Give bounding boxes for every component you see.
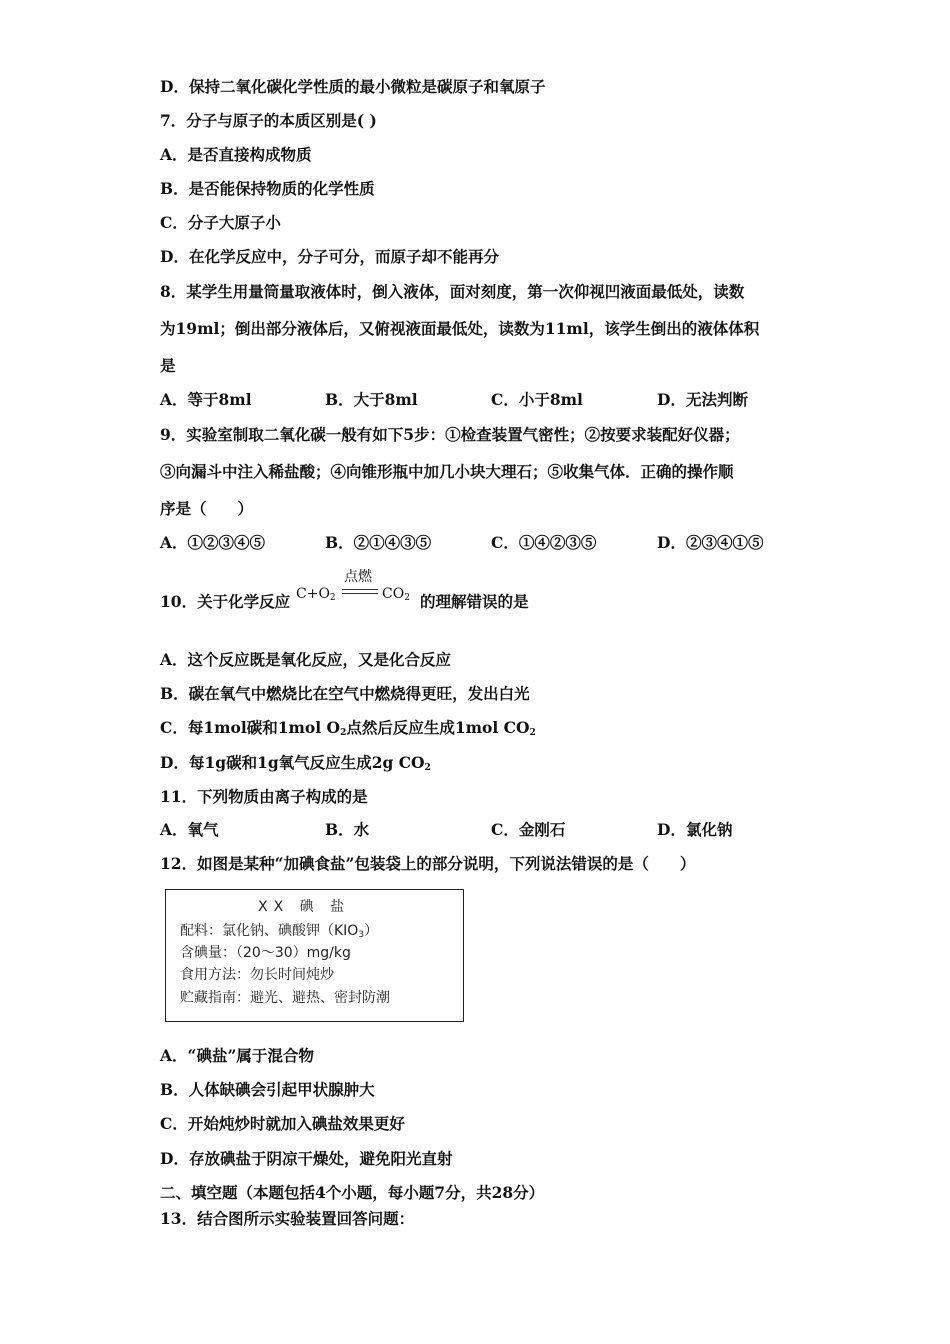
- q7-option-a: A．是否直接构成物质: [160, 145, 312, 164]
- label-ingredients: 配料：氯化钠、碘酸钾$(KIO_3)$: [180, 923, 379, 940]
- q10-option-d: D．每1g碳和1g氧气反应生成2g $CO_2$: [160, 753, 431, 773]
- equation-product: $CO_2$: [382, 586, 410, 603]
- q12-option-a: A．“碘盐”属于混合物: [160, 1046, 314, 1065]
- q9-option-d: D．②③④①⑤: [657, 533, 764, 552]
- equation-reactants: $C+O_2$: [296, 586, 336, 603]
- label-title: XX 碘 盐: [258, 899, 351, 915]
- q10-option-c: C．每1mol碳和1mol $O_2$点然后反应生成1mol $CO_2$: [160, 718, 536, 738]
- q9-option-b: B．②①④③⑤: [325, 533, 432, 552]
- q9-option-c: C．①④②③⑤: [491, 533, 597, 552]
- section-2-title: 二、填空题（本题包括4个小题，每小题7分，共28分）: [160, 1183, 545, 1202]
- q11-stem: 11．下列物质由离子构成的是: [160, 787, 368, 806]
- q9-stem-line1: 9．实验室制取二氧化碳一般有如下5步：①检查装置气密性；②按要求装配好仪器；: [160, 425, 740, 444]
- q11-option-b: B．水: [325, 820, 370, 839]
- q8-option-b: B．大于8ml: [325, 390, 418, 409]
- q12-stem: 12．如图是某种“加碘食盐”包装袋上的部分说明，下列说法错误的是（ ）: [160, 854, 696, 873]
- q10-stem-suffix: 的理解错误的是: [420, 592, 529, 611]
- q8-stem-line2: 为19ml；倒出部分液体后，又俯视液面最低处，读数为11ml，该学生倒出的液体体积: [160, 319, 760, 338]
- q7-option-d: D．在化学反应中，分子可分，而原子却不能再分: [160, 247, 499, 266]
- q13-stem: 13．结合图所示实验装置回答问题：: [160, 1209, 415, 1228]
- q9-option-a: A．①②③④⑤: [160, 533, 266, 552]
- q11-option-c: C．金刚石: [491, 820, 566, 839]
- q11-option-d: D．氯化钠: [657, 820, 733, 839]
- q8-option-c: C．小于8ml: [491, 390, 583, 409]
- equation-arrow: [342, 589, 378, 590]
- q7-option-c: C．分子大原子小: [160, 213, 281, 232]
- label-iodine-content: 含碘量：（20～30）mg/kg: [180, 945, 351, 961]
- q8-stem-line1: 8．某学生用量筒量取液体时，倒入液体，面对刻度，第一次仰视凹液面最低处，读数: [160, 282, 745, 301]
- equation-condition: 点燃: [344, 569, 372, 585]
- q11-option-a: A．氧气: [160, 820, 219, 839]
- q10-option-a: A．这个反应既是氧化反应，又是化合反应: [160, 650, 452, 669]
- q12-option-d: D．存放碘盐于阴凉干燥处，避免阳光直射: [160, 1149, 453, 1168]
- salt-package-label: [165, 889, 464, 1022]
- q8-stem-line3: 是: [160, 356, 176, 375]
- q8-option-d: D．无法判断: [657, 390, 748, 409]
- q9-stem-line2: ③向漏斗中注入稀盐酸；④向锥形瓶中加几小块大理石；⑤收集气体．正确的操作顺: [160, 462, 734, 481]
- label-storage: 贮藏指南：避光、避热、密封防潮: [180, 990, 390, 1006]
- q9-stem-line3: 序是（ ）: [160, 499, 254, 518]
- q8-option-a: A．等于8ml: [160, 390, 252, 409]
- label-usage: 食用方法：勿长时间炖炒: [180, 967, 334, 983]
- q10-option-b: B．碳在氧气中燃烧比在空气中燃烧得更旺，发出白光: [160, 684, 530, 703]
- q7-option-b: B．是否能保持物质的化学性质: [160, 179, 375, 198]
- q7-stem: 7．分子与原子的本质区别是( ): [160, 111, 377, 130]
- q12-option-b: B．人体缺碘会引起甲状腺肿大: [160, 1080, 375, 1099]
- q10-stem-prefix: 10．关于化学反应: [160, 592, 291, 611]
- q12-option-c: C．开始炖炒时就加入碘盐效果更好: [160, 1114, 405, 1133]
- q6-option-d: D．保持二氧化碳化学性质的最小微粒是碳原子和氧原子: [160, 77, 546, 96]
- q10-equation: [296, 566, 420, 612]
